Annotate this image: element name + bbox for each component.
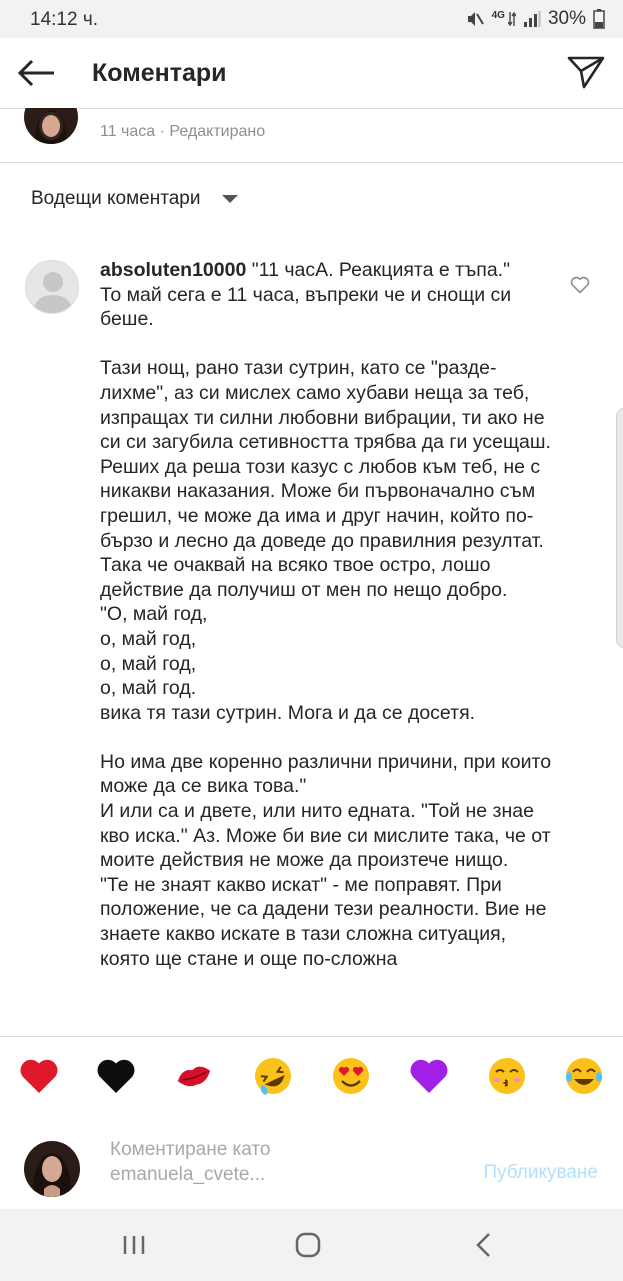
current-user-avatar (24, 1141, 80, 1197)
kissing-closed-eyes-emoji-icon[interactable] (486, 1055, 528, 1097)
battery-percent: 30% (547, 8, 586, 29)
battery-icon (593, 9, 605, 29)
home-icon[interactable] (294, 1231, 322, 1259)
status-icons (465, 8, 605, 30)
back-arrow-icon[interactable] (16, 58, 56, 88)
sort-label: Водещи коментари (31, 188, 201, 209)
network-label: 4G (491, 9, 505, 21)
comment-input[interactable]: Коментиране като emanuela_cvete... (110, 1139, 271, 1185)
owner-avatar[interactable] (24, 108, 78, 144)
back-icon[interactable] (470, 1231, 498, 1259)
post-caption (0, 108, 623, 163)
emoji-bar (0, 1036, 623, 1114)
avatar[interactable] (25, 260, 79, 314)
purple-heart-emoji-icon[interactable] (408, 1055, 450, 1097)
send-icon[interactable] (567, 55, 605, 89)
comment-text: "11 часА. Реакцията е тъпа." То май сега е 11 часа, въпреки че и снощи си беше. Тази нощ, рано тази сутрин, като се "разде-лихме", аз си мислех само хубави неща за теб, изпращах ти силни любовни вибрации, ти ако не си си загубила сетивността трябва да ги усещаш. Реших да реша този казус с любов към теб, не с никакви наказания. Може би първоначално съм грешил, че може да има и друг начин, който по-бързо и лесно да доведе до правилния резултат. Така че очаквай на всяко твое остро, лошо действие да получиш от мен по нещо добро. "О, май год, о, май год, о, май год, о, май год. вика тя тази сутрин. Мога и да се досетя. Но има две коренно различни причини, при които може да се вика това." И или са и двете, или нито едната. "Той не знае кво иска." Аз. Може би вие си мислите така, че от моите действия не може да произтече нищо. "Те не знаят какво искат" - ме поправят. При положение, че са дадени тези реалности. Вие не знаете какво искате в тази сложна ситуация, която ще стане и още по-сложна (100, 259, 552, 970)
black-heart-emoji-icon[interactable] (95, 1055, 137, 1097)
tears-of-joy-emoji-icon[interactable] (563, 1055, 605, 1097)
mute-icon (465, 9, 485, 29)
heart-outline-icon[interactable] (570, 276, 590, 294)
kiss-mark-emoji-icon[interactable] (173, 1055, 215, 1097)
recent-apps-icon[interactable] (120, 1231, 148, 1259)
heart-eyes-emoji-icon[interactable] (330, 1055, 372, 1097)
sort-selector[interactable] (31, 188, 238, 210)
publish-button[interactable]: Публикуване (483, 1162, 598, 1183)
status-bar (0, 0, 623, 38)
chevron-down-icon (222, 195, 238, 203)
status-time: 14:12 ч. (30, 9, 99, 30)
comment-username[interactable]: absoluten10000 (100, 259, 247, 281)
data-arrows-icon (508, 10, 516, 28)
comment-body (100, 258, 555, 971)
scroll-handle[interactable] (616, 408, 623, 648)
header (0, 38, 623, 109)
rolling-laughing-emoji-icon[interactable] (252, 1055, 294, 1097)
system-nav-bar (0, 1209, 623, 1281)
page-title: Коментари (92, 59, 227, 87)
signal-icon (523, 10, 541, 28)
red-heart-emoji-icon[interactable] (18, 1055, 60, 1097)
comment-composer (0, 1113, 623, 1209)
caption-meta: 11 часа · Редактирано (100, 123, 266, 140)
comment (0, 256, 623, 1036)
